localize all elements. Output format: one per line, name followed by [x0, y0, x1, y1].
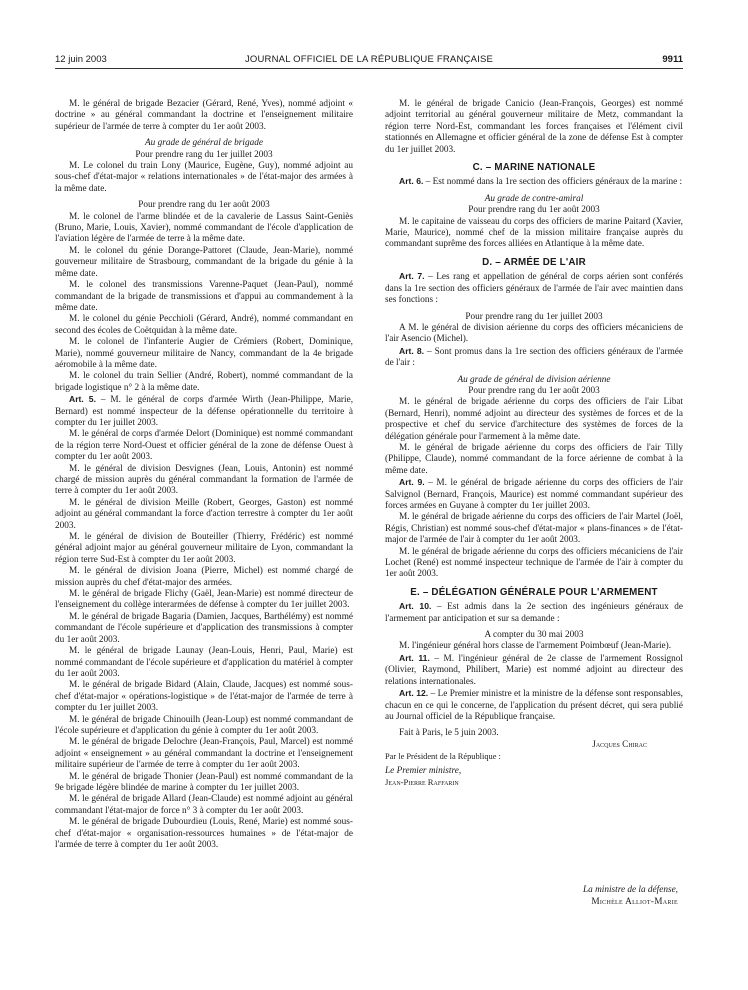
prime-minister-name: Jean-Pierre Raffarin: [385, 776, 459, 787]
paragraph: M. le colonel du génie Pecchioli (Gérard, André), nommé commandant en second des écoles de Coëtquidan à la même date.: [55, 314, 353, 336]
article-10: Art. 10. – Est admis dans la 2e section des ingénieurs généraux de l'armement par anticipation et sur sa demande :: [385, 601, 683, 624]
paragraph: M. le colonel de l'infanterie Augier de Crémiers (Robert, Dominique, Marie), nommé gouverneur militaire de Nancy, commandant de la 4e brigade aéromobile à la même date.: [55, 337, 353, 370]
rank-heading: Pour prendre rang du 1er août 2003: [468, 385, 600, 396]
paragraph: M. le général de division Desvignes (Jean, Louis, Antonin) est nommé chargé de mission auprès du général commandant la formation de l'armée de terre à compter du 1er août 2003.: [55, 463, 353, 497]
paragraph: M. le général de brigade Chinouilh (Jean-Loup) est nommé commandant de l'école supérieure et d'application du génie à compter du 1er août 2003.: [55, 714, 353, 736]
article-label: Art. 9.: [399, 477, 425, 488]
paragraph: M. l'ingénieur général hors classe de l'armement Poimbœuf (Jean-Marie).: [399, 641, 672, 652]
paragraph: A M. le général de division aérienne du corps des officiers mécaniciens de l'air Asencio (Michel).: [385, 322, 683, 345]
article-label: Art. 12.: [399, 688, 429, 699]
paragraph: M. le colonel de l'arme blindée et de la cavalerie de Lassus Saint-Geniès (Bruno, Marie, Louis, Xavier), nommé commandant de l'école d'application de l'aviation légère de l'armée de terre à la même date.: [55, 211, 353, 245]
article-9: Art. 9. – M. le général de brigade aérienne du corps des officiers de l'air Salvignol (Bernard, François, Maurice) est nommé commandant supérieur des forces armées en Guyane à compter du 1er juillet 2003.: [385, 477, 683, 511]
paragraph: M. le général de brigade Delochre (Jean-François, Paul, Marcel) est nommé adjoint « enseignement » au général commandant la doctrine et l'enseignement militaire supérieur de l'armée de terre à compter du 1er août 2003.: [55, 737, 353, 771]
paragraph: M. le général de division de Bouteiller (Thierry, Frédéric) est nommé général adjoint major au général gouverneur militaire de Lyon, commandant la région terre Sud-Est à compter du 1er août 2003.: [55, 532, 353, 565]
paragraph: M. le général de brigade Canicio (Jean-François, Georges) est nommé adjoint territorial au général gouverneur militaire de Metz, commandant la région terre Nord-Est, commandant les forces françaises et l'élément civil stationnés en Allemagne et officier général de la zone de défense Est à compter du 1er juillet 2003.: [385, 99, 683, 155]
place-date-line: Fait à Paris, le 5 juin 2003.: [399, 728, 499, 739]
paragraph: M. le général de brigade Bezacier (Gérard, René, Yves), nommé adjoint « doctrine » au général commandant la doctrine et l'enseignement militaire supérieur de l'armée de terre à compter du 1er août 2003.: [55, 99, 353, 132]
article-12: Art. 12. – Le Premier ministre et la ministre de la défense sont responsables, chacun en ce qui le concerne, de l'application du présent décret, qui sera publié au Journal officiel de la République française.: [385, 688, 683, 722]
paragraph: M. le général de brigade Thonier (Jean-Paul) est nommé commandant de la 9e brigade légère blindée de marine à compter du 1er juillet 2003.: [55, 771, 353, 793]
article-11: Art. 11. – M. l'ingénieur général de 2e classe de l'armement Rossignol (Olivier, Raymond, Philibert, Marie) est nommé adjoint au directeur des relations internationales.: [385, 652, 683, 687]
paragraph: M. le général de corps d'armée Delort (Dominique) est nommé commandant de la région terre Nord-Ouest et officier général de la zone de défense Ouest à compter du 1er août 2003.: [55, 429, 353, 463]
article-8: Art. 8. – Sont promus dans la 1re section des officiers généraux de l'armée de l'air :: [385, 345, 684, 369]
paragraph: M. le général de brigade Launay (Jean-Louis, Henri, Paul, Marie) est nommé commandant de l'école supérieure et d'application du matériel à compter du 1er août 2003.: [55, 646, 353, 679]
page-header: [55, 54, 683, 68]
header-journal-title: JOURNAL OFFICIEL DE LA RÉPUBLIQUE FRANÇAISE: [244, 54, 494, 65]
header-page-number: 9911: [662, 54, 683, 65]
article-label: Art. 7.: [399, 271, 425, 282]
article-label: Art. 11.: [399, 652, 430, 663]
paragraph: M. le général de brigade Bidard (Alain, Claude, Jacques) est nommé sous-chef d'état-major « opérations-logistique » de l'état-major de l'armée de terre à compter du 1er juillet 2003.: [55, 680, 353, 714]
article-7: Art. 7. – Les rang et appellation de général de corps aérien sont conférés dans la 1re section des officiers généraux de l'armée de l'air avec maintien dans ses fonctions :: [385, 271, 683, 306]
paragraph: M. le général de division Meille (Robert, Georges, Gaston) est nommé adjoint au général commandant la force d'action terrestre à compter du 1er août 2003.: [55, 497, 353, 531]
header-rule: [55, 68, 683, 69]
minister-name: Michèle Alliot-Marie: [591, 897, 678, 907]
paragraph: M. le général de brigade Allard (Jean-Claude) est nommé adjoint au général commandant l'état-major de force n° 3 à compter du 1er août 2003.: [55, 794, 353, 816]
section-d-heading: D. – ARMÉE DE L'AIR: [482, 256, 586, 268]
section-e-heading: E. – DÉLÉGATION GÉNÉRALE POUR L'ARMEMENT: [410, 586, 658, 598]
rank-heading: Pour prendre rang du 1er août 2003: [138, 200, 270, 211]
grade-heading: Au grade de général de brigade: [145, 138, 263, 149]
paragraph: M. le général de brigade aérienne du corps des officiers mécaniciens de l'air Lochet (René) est nommé inspecteur technique de l'armée de l'air à compter du 1er août 2003.: [385, 546, 683, 580]
header-date: 12 juin 2003: [55, 54, 107, 65]
prime-minister-title: Le Premier ministre,: [385, 765, 462, 776]
article-label: Art. 5.: [69, 394, 96, 405]
paragraph: M. le capitaine de vaisseau du corps des officiers de marine Paitard (Xavier, Marie, Maurice), nommé chef de la mission militaire française auprès du commandant suprême des forces alliées en Atlantique à la même date.: [385, 216, 683, 250]
paragraph: M. le général de brigade aérienne du corps des officiers de l'air Libat (Bernard, Henri), nommé adjoint au directeur des systèmes de forces et de la prospective et chef du service d'architecture des systèmes de forces de la délégation générale pour l'armement à la même date.: [385, 397, 683, 442]
section-c-heading: C. – MARINE NATIONALE: [472, 162, 596, 174]
signature-president: Jacques Chirac: [592, 739, 647, 750]
paragraph: M. le général de brigade Dubourdieu (Louis, René, Marie) est nommé sous-chef d'état-major « organisation-ressources humaines » de l'état-major de l'armée de terre à compter du 1er août 2003.: [55, 817, 353, 850]
rank-heading: Pour prendre rang du 1er juillet 2003: [135, 149, 273, 160]
paragraph: M. le général de brigade Bagaria (Damien, Jacques, Barthélémy) est nommé commandant de l'école supérieure et d'application des transmissions à compter du 1er août 2003.: [55, 611, 353, 645]
on-behalf-line: Par le Président de la République :: [385, 752, 501, 762]
article-label: Art. 8.: [399, 345, 425, 356]
paragraph: M. le colonel du génie Dorange-Pattoret (Claude, Jean-Marie), nommé gouverneur militaire de Strasbourg, commandant de la brigade du génie à la même date.: [55, 245, 353, 279]
article-label: Art. 10.: [399, 601, 432, 612]
minister-title: La ministre de la défense,: [583, 885, 678, 895]
paragraph: M. le général de division Joana (Pierre, Michel) est nommé chargé de mission auprès du chef d'état-major des armées.: [55, 566, 353, 588]
grade-heading: Au grade de général de division aérienne: [457, 374, 611, 385]
minister-signature: [548, 884, 678, 908]
paragraph: M. le général de brigade aérienne du corps des officiers de l'air Martel (Joël, Régis, Christian) est nommé sous-chef d'état-major « plans-finances » de l'état-major de l'armée de l'air à compter du 1er août 2003.: [385, 512, 683, 546]
paragraph: M. le colonel du train Sellier (André, Robert), nommé commandant de la brigade logistique n° 2 à la même date.: [55, 371, 353, 393]
rank-heading: Pour prendre rang du 1er juillet 2003: [465, 311, 603, 322]
rank-heading: Pour prendre rang du 1er août 2003: [468, 205, 600, 216]
grade-heading: Au grade de contre-amiral: [484, 193, 584, 204]
article-5: Art. 5. – M. le général de corps d'armée Wirth (Jean-Philippe, Marie, Bernard) est nommé inspecteur de la défense opérationnelle du territoire à compter du 1er juillet 2003.: [55, 394, 354, 428]
right-column: [385, 99, 683, 788]
paragraph: M. le général de brigade aérienne du corps des officiers de l'air Tilly (Philippe, Claude), nommé commandant de la force aérienne de combat à la même date.: [385, 442, 683, 476]
article-label: Art. 6.: [399, 176, 424, 187]
rank-heading: A compter du 30 mai 2003: [484, 630, 584, 641]
paragraph: M. le général de brigade Flichy (Gaël, Jean-Marie) est nommé directeur de l'enseignement du collège interarmées de défense à compter du 1er juillet 2003.: [55, 589, 353, 611]
paragraph: M. le colonel des transmissions Varenne-Paquet (Jean-Paul), nommé commandant de la brigade de transmissions et d'appui au commandement à la même date.: [55, 280, 353, 313]
paragraph: M. Le colonel du train Lony (Maurice, Eugène, Guy), nommé adjoint au sous-chef d'état-major « relations internationales » de l'état-major des armées à la même date.: [55, 161, 353, 194]
article-6: Art. 6. – Est nommé dans la 1re section des officiers généraux de la marine :: [399, 176, 683, 188]
left-column: [55, 99, 353, 851]
